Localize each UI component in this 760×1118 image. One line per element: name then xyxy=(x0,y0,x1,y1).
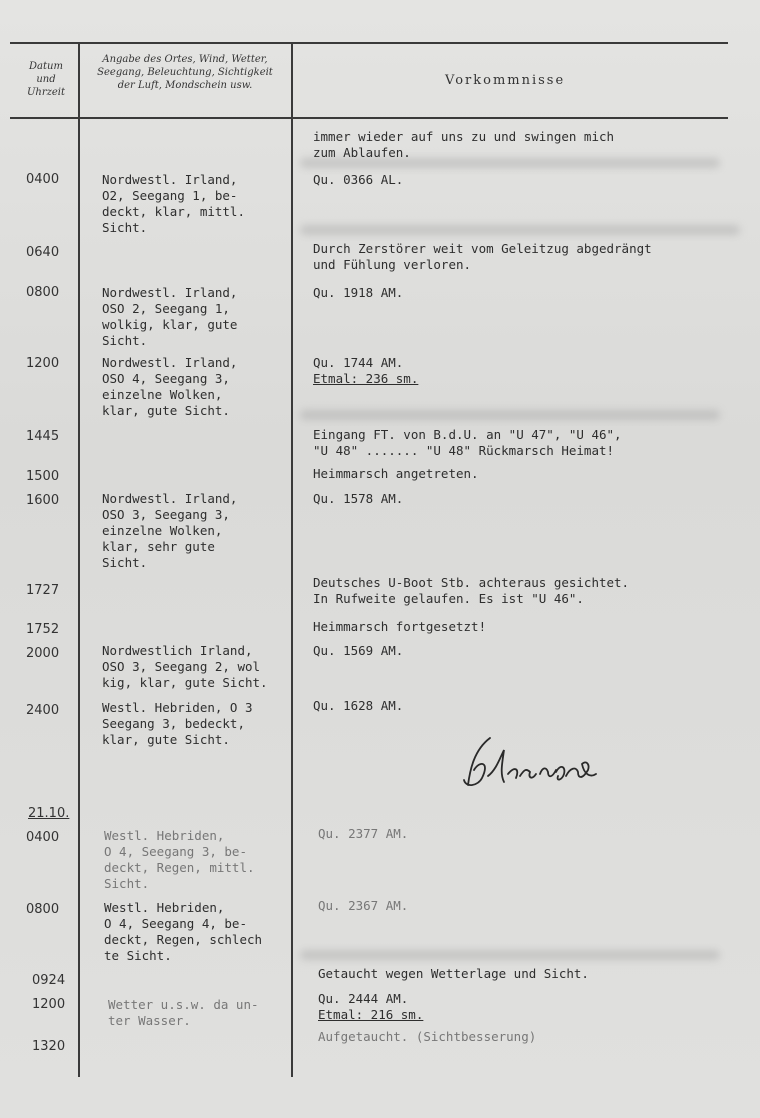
row-time: 2000 xyxy=(26,646,60,661)
event-text: Deutsches U-Boot Stb. achteraus gesichtet. In Rufweite gelaufen. Es ist "U 46". xyxy=(313,575,630,606)
event-text: Qu. 1578 AM. xyxy=(313,491,404,506)
location-text: Westl. Hebriden, O 4, Seegang 3, be- deckt, Regen, mittl. Sicht. xyxy=(104,828,255,891)
row-time: 1727 xyxy=(26,583,60,598)
row-time: 0800 xyxy=(26,902,60,917)
event-text: Eingang FT. von B.d.U. an "U 47", "U 46", "U 48" ....... "U 48" Rückmarsch Heimat! xyxy=(313,427,622,458)
row-time: 1320 xyxy=(32,1039,66,1054)
location-text: Nordwestl. Irland, OSO 3, Seegang 3, einzelne Wolken, klar, sehr gute Sicht. xyxy=(102,491,238,570)
header-date-time: Datum und Uhrzeit xyxy=(26,61,66,98)
ink-smear xyxy=(300,225,740,235)
location-text: Westl. Hebriden, O 4, Seegang 4, be- deckt, Regen, schlech te Sicht. xyxy=(104,900,263,963)
header-rule xyxy=(10,117,728,119)
row-time: 0400 xyxy=(26,172,60,187)
event-text: Qu. 1744 AM. Etmal: 236 sm. xyxy=(313,355,419,386)
ink-smear xyxy=(300,410,720,420)
top-rule xyxy=(10,42,728,44)
row-time: 1445 xyxy=(26,429,60,444)
event-text: Qu. 2444 AM. Etmal: 216 sm. xyxy=(318,991,424,1022)
event-text: Qu. 1918 AM. xyxy=(313,285,404,300)
event-text: Qu. 2377 AM. xyxy=(318,826,409,841)
row-time: 1500 xyxy=(26,469,60,484)
row-time: 0924 xyxy=(32,973,66,988)
location-text: Nordwestl. Irland, O2, Seegang 1, be- deckt, klar, mittl. Sicht. xyxy=(102,172,245,235)
ink-smear xyxy=(300,950,720,960)
event-text: Heimmarsch fortgesetzt! xyxy=(313,619,487,634)
row-time: 0400 xyxy=(26,830,60,845)
row-time: 2400 xyxy=(26,703,60,718)
event-text: Qu. 0366 AL. xyxy=(313,172,404,187)
signature xyxy=(460,730,600,800)
row-time: 1200 xyxy=(32,997,66,1012)
row-time: 1752 xyxy=(26,622,60,637)
location-text: Nordwestlich Irland, OSO 3, Seegang 2, wol kig, klar, gute Sicht. xyxy=(102,643,268,690)
event-text: immer wieder auf uns zu und swingen mich zum Ablaufen. xyxy=(313,129,615,160)
event-text: Heimmarsch angetreten. xyxy=(313,466,479,481)
location-text: Nordwestl. Irland, OSO 4, Seegang 3, einzelne Wolken, klar, gute Sicht. xyxy=(102,355,238,418)
location-text: Nordwestl. Irland, OSO 2, Seegang 1, wolkig, klar, gute Sicht. xyxy=(102,285,238,348)
column-divider-2 xyxy=(291,42,293,1077)
event-text: Durch Zerstörer weit vom Geleitzug abgedrängt und Fühlung verloren. xyxy=(313,241,652,272)
event-text: Qu. 1628 AM. xyxy=(313,698,404,713)
row-time: 0800 xyxy=(26,285,60,300)
row-time: 1600 xyxy=(26,493,60,508)
row-time: 0640 xyxy=(26,245,60,260)
header-location-weather: Angabe des Ortes, Wind, Wetter, Seegang, Beleuchtung, Sichtigkeit der Luft, Mondschein usw. xyxy=(97,54,273,91)
event-text: Qu. 2367 AM. xyxy=(318,898,409,913)
signature-text: Bleichrodt xyxy=(514,793,546,800)
location-text: Wetter u.s.w. da un- ter Wasser. xyxy=(108,997,259,1028)
header-events: Vorkommnisse xyxy=(445,73,566,88)
row-time: 1200 xyxy=(26,356,60,371)
event-text: Aufgetaucht. (Sichtbesserung) xyxy=(318,1029,537,1044)
event-text: Getaucht wegen Wetterlage und Sicht. xyxy=(318,966,589,981)
date-marker: 21.10. xyxy=(28,806,70,821)
column-divider-1 xyxy=(78,42,80,1077)
location-text: Westl. Hebriden, O 3 Seegang 3, bedeckt, klar, gute Sicht. xyxy=(102,700,253,747)
event-text: Qu. 1569 AM. xyxy=(313,643,404,658)
